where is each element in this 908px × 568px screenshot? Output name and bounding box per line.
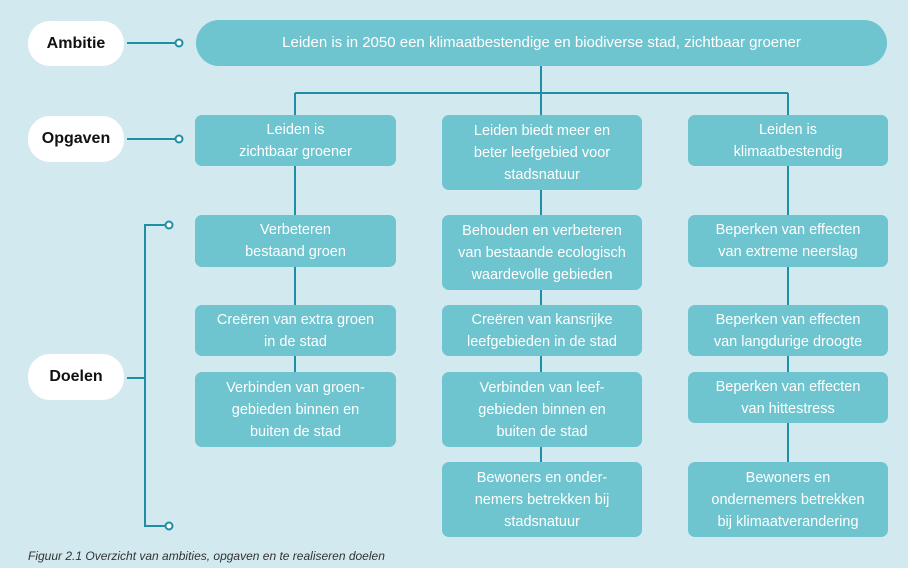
doel-box: Creëren van extra groen in de stad [195,305,396,356]
opgaven-dot [176,136,183,143]
doel-box: Beperken van effecten van langdurige droogte [688,305,888,356]
doel-box: Verbinden van groen- gebieden binnen en buiten de stad [195,372,396,447]
doel-box: Beperken van effecten van extreme neerslag [688,215,888,267]
doel-box: Creëren van kansrijke leefgebieden in de stad [442,305,642,356]
doelen-bracket [145,225,168,526]
ambition-box: Leiden is in 2050 een klimaatbestendige en biodiverse stad, zichtbaar groener [196,20,887,66]
figure-caption: Figuur 2.1 Overzicht van ambities, opgaven en te realiseren doelen [28,549,385,563]
connector-dots [166,40,183,530]
doel-box: Behouden en verbeteren van bestaande ecologisch waardevolle gebieden [442,215,642,290]
opgave-box-2: Leiden biedt meer en beter leefgebied voor stadsnatuur [442,115,642,190]
opgave-box-3: Leiden is klimaatbestendig [688,115,888,166]
doelen-bottom-dot [166,523,173,530]
doel-box: Verbeteren bestaand groen [195,215,396,267]
doel-box: Beperken van effecten van hittestress [688,372,888,423]
opgave-box-1: Leiden is zichtbaar groener [195,115,396,166]
label-doelen: Doelen [28,354,124,400]
label-opgaven: Opgaven [28,116,124,162]
label-ambitie: Ambitie [28,21,124,66]
doel-box: Verbinden van leef- gebieden binnen en buiten de stad [442,372,642,447]
doel-box: Bewoners en ondernemers betrekken bij klimaatverandering [688,462,888,537]
ambitie-dot [176,40,183,47]
doel-box: Bewoners en onder- nemers betrekken bij stadsnatuur [442,462,642,537]
doelen-top-dot [166,222,173,229]
